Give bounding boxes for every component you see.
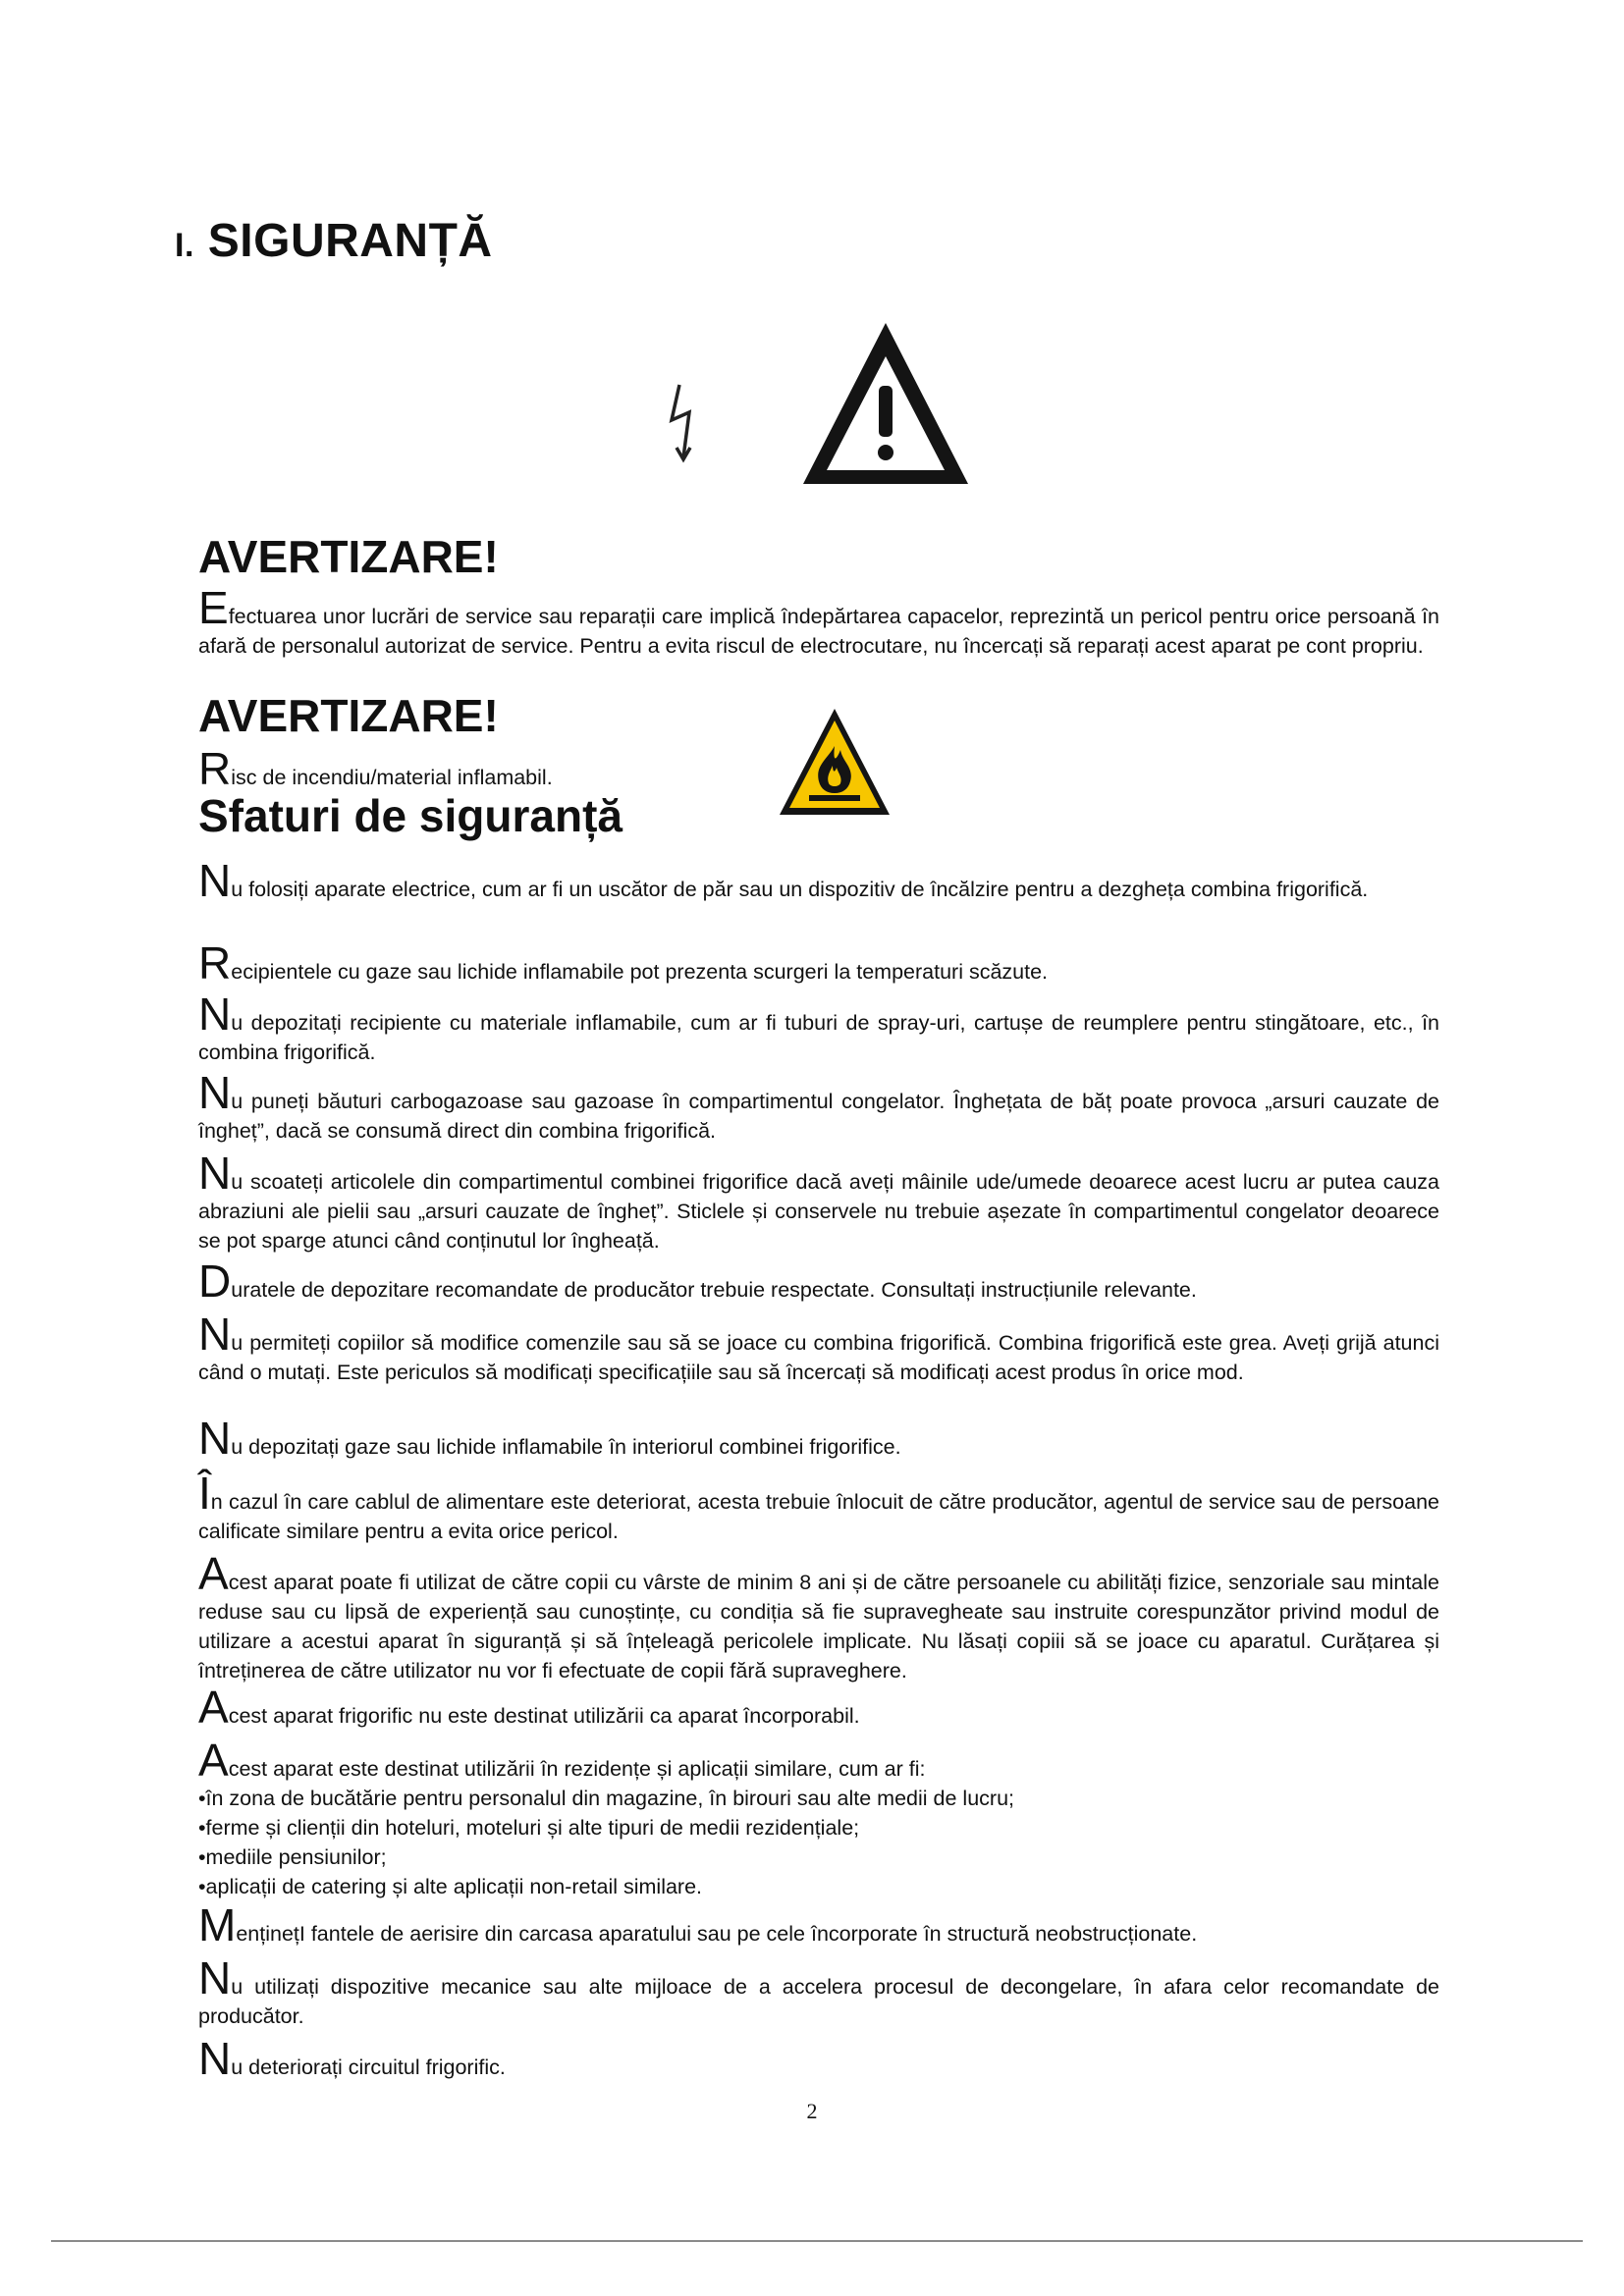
safety-paragraph-with-list (198, 1735, 1439, 1901)
fire-risk-paragraph (198, 743, 748, 794)
paragraph-text: u utilizați dispozitive mecanice sau alte mijloace de a accelera procesul de decongelare, în afara celor recomandate de producător. (198, 1975, 1439, 2028)
drop-cap: M (198, 1899, 237, 1950)
safety-paragraph (198, 855, 1439, 906)
list-item: • în zona de bucătărie pentru personalul din magazine, în birouri sau alte medii de lucru; (198, 1784, 1439, 1813)
safety-paragraph (198, 1148, 1439, 1255)
section-title-text: SIGURANȚĂ (207, 215, 493, 267)
warning-heading: AVERTIZARE! (198, 531, 499, 582)
warning-triangle-icon (797, 317, 974, 490)
safety-paragraph (198, 1682, 1439, 1733)
list-item: • ferme și clienții din hoteluri, moteluri și alte tipuri de medii rezidențiale; (198, 1813, 1439, 1842)
paragraph-text: u scoateți articolele din compartimentul combinei frigorifice dacă aveți mâinile ude/umede deoarece acest lucru ar putea cauza abraziuni ale pielii sau „arsuri cauzate de îngheț”. Sticlele și conservele nu trebuie așezate în compartimentul congelator deoarece se pot sparge atunci când conținutul lor îngheață. (198, 1170, 1439, 1253)
page-number: 2 (806, 2099, 818, 2123)
paragraph-text: ecipientele cu gaze sau lichide inflamabile pot prezenta scurgeri la temperaturi scăzute. (231, 960, 1049, 984)
paragraph-text: u permiteți copiilor să modifice comenzile sau să se joace cu combina frigorifică. Combina frigorifică este grea. Aveți grijă atunci când o mutați. Este periculos să modificați specificațiile sau să încercați să modificați acest produs în orice mod. (198, 1331, 1439, 1384)
safety-paragraph (198, 1308, 1439, 1387)
drop-cap: Î (198, 1468, 211, 1519)
safety-paragraph (198, 1548, 1439, 1685)
drop-cap: N (198, 1148, 232, 1199)
section-number: I. (175, 227, 194, 264)
section-title (175, 214, 493, 268)
paragraph-text: fectuarea unor lucrări de service sau reparații care implică îndepărtarea capacelor, reprezintă un pericol pentru orice persoană în afară de personalul autorizat de service. Pentru a evita riscul de electrocutare, nu încercați să reparați acest aparat pe cont propriu. (198, 605, 1439, 658)
drop-cap: E (198, 582, 229, 633)
drop-cap: A (198, 1682, 229, 1733)
paragraph-text: uratele de depozitare recomandate de producător trebuie respectate. Consultați instrucțiunile relevante. (231, 1278, 1197, 1302)
electric-shock-icon (664, 379, 703, 467)
paragraph-text: u puneți băuturi carbogazoase sau gazoase în compartimentul congelator. Înghețata de băț poate provoca „arsuri cauzate de îngheț”, dacă se consumă direct din combina frigorifică. (198, 1090, 1439, 1143)
flammable-warning-icon (776, 705, 893, 823)
paragraph-text: cest aparat poate fi utilizat de către copii cu vârste de minim 8 ani și de către persoanele cu abilități fizice, senzoriale sau mintale reduse sau cu lipsă de experiență sau cunoștințe, cu condiția să fie supravegheate sau instruite corespunzător privind modul de utilizare a acestui aparat în siguranță și să înțeleagă pericolele implicate. Nu lăsați copiii să se joace cu aparatul. Curățarea și întreținerea de către utilizator nu vor fi efectuate de copii fără supraveghere. (198, 1571, 1439, 1682)
drop-cap: N (198, 988, 232, 1040)
safety-heading: Sfaturi de siguranță (198, 790, 623, 841)
safety-paragraph (198, 988, 1439, 1067)
safety-paragraph (198, 1468, 1439, 1546)
paragraph-text: u folosiți aparate electrice, cum ar fi un uscător de păr sau un dispozitiv de încălzire pentru a dezgheța combina frigorifică. (231, 878, 1369, 901)
safety-paragraph (198, 1413, 1439, 1464)
paragraph-text: cest aparat este destinat utilizării în rezidențe și aplicații similare, cum ar fi: (228, 1757, 926, 1781)
drop-cap: N (198, 855, 232, 906)
drop-cap: D (198, 1255, 232, 1307)
drop-cap: N (198, 1067, 232, 1118)
drop-cap: R (198, 937, 232, 988)
paragraph-text: u depozitați gaze sau lichide inflamabile în interiorul combinei frigorifice. (231, 1435, 901, 1459)
safety-paragraph (198, 2033, 1439, 2084)
paragraph-text: u deteriorați circuitul frigorific. (231, 2056, 506, 2079)
drop-cap: N (198, 1952, 232, 2003)
drop-cap: N (198, 1308, 232, 1360)
footer-divider (51, 2240, 1583, 2242)
paragraph-text: cest aparat frigorific nu este destinat utilizării ca aparat încorporabil. (228, 1704, 860, 1728)
paragraph-text: u depozitați recipiente cu materiale inflamabile, cum ar fi tuburi de spray-uri, cartușe de reumplere pentru stingătoare, etc., în combina frigorifică. (198, 1011, 1439, 1064)
drop-cap: N (198, 1413, 232, 1464)
usage-list (198, 1784, 1439, 1901)
list-item: • mediile pensiunilor; (198, 1842, 1439, 1872)
drop-cap: R (198, 743, 232, 794)
safety-paragraph (198, 1255, 1439, 1307)
paragraph-text: isc de incendiu/material inflamabil. (231, 766, 553, 789)
paragraph-text: n cazul în care cablul de alimentare este deteriorat, acesta trebuie înlocuit de către producător, agentul de service sau de persoane calificate similare pentru a evita orice pericol. (198, 1490, 1439, 1543)
safety-paragraph (198, 937, 1439, 988)
list-item: • aplicații de catering și alte aplicații non-retail similare. (198, 1872, 1439, 1901)
drop-cap: A (198, 1735, 229, 1786)
warning-paragraph (198, 582, 1439, 661)
paragraph-text: enținețI fantele de aerisire din carcasa aparatului sau pe cele încorporate în structură neobstrucționate. (236, 1922, 1198, 1946)
safety-paragraph (198, 1899, 1439, 1950)
safety-paragraph (198, 1067, 1439, 1146)
safety-paragraph (198, 1952, 1439, 2031)
warning-heading: AVERTIZARE! (198, 690, 499, 741)
drop-cap: N (198, 2033, 232, 2084)
drop-cap: A (198, 1548, 229, 1599)
